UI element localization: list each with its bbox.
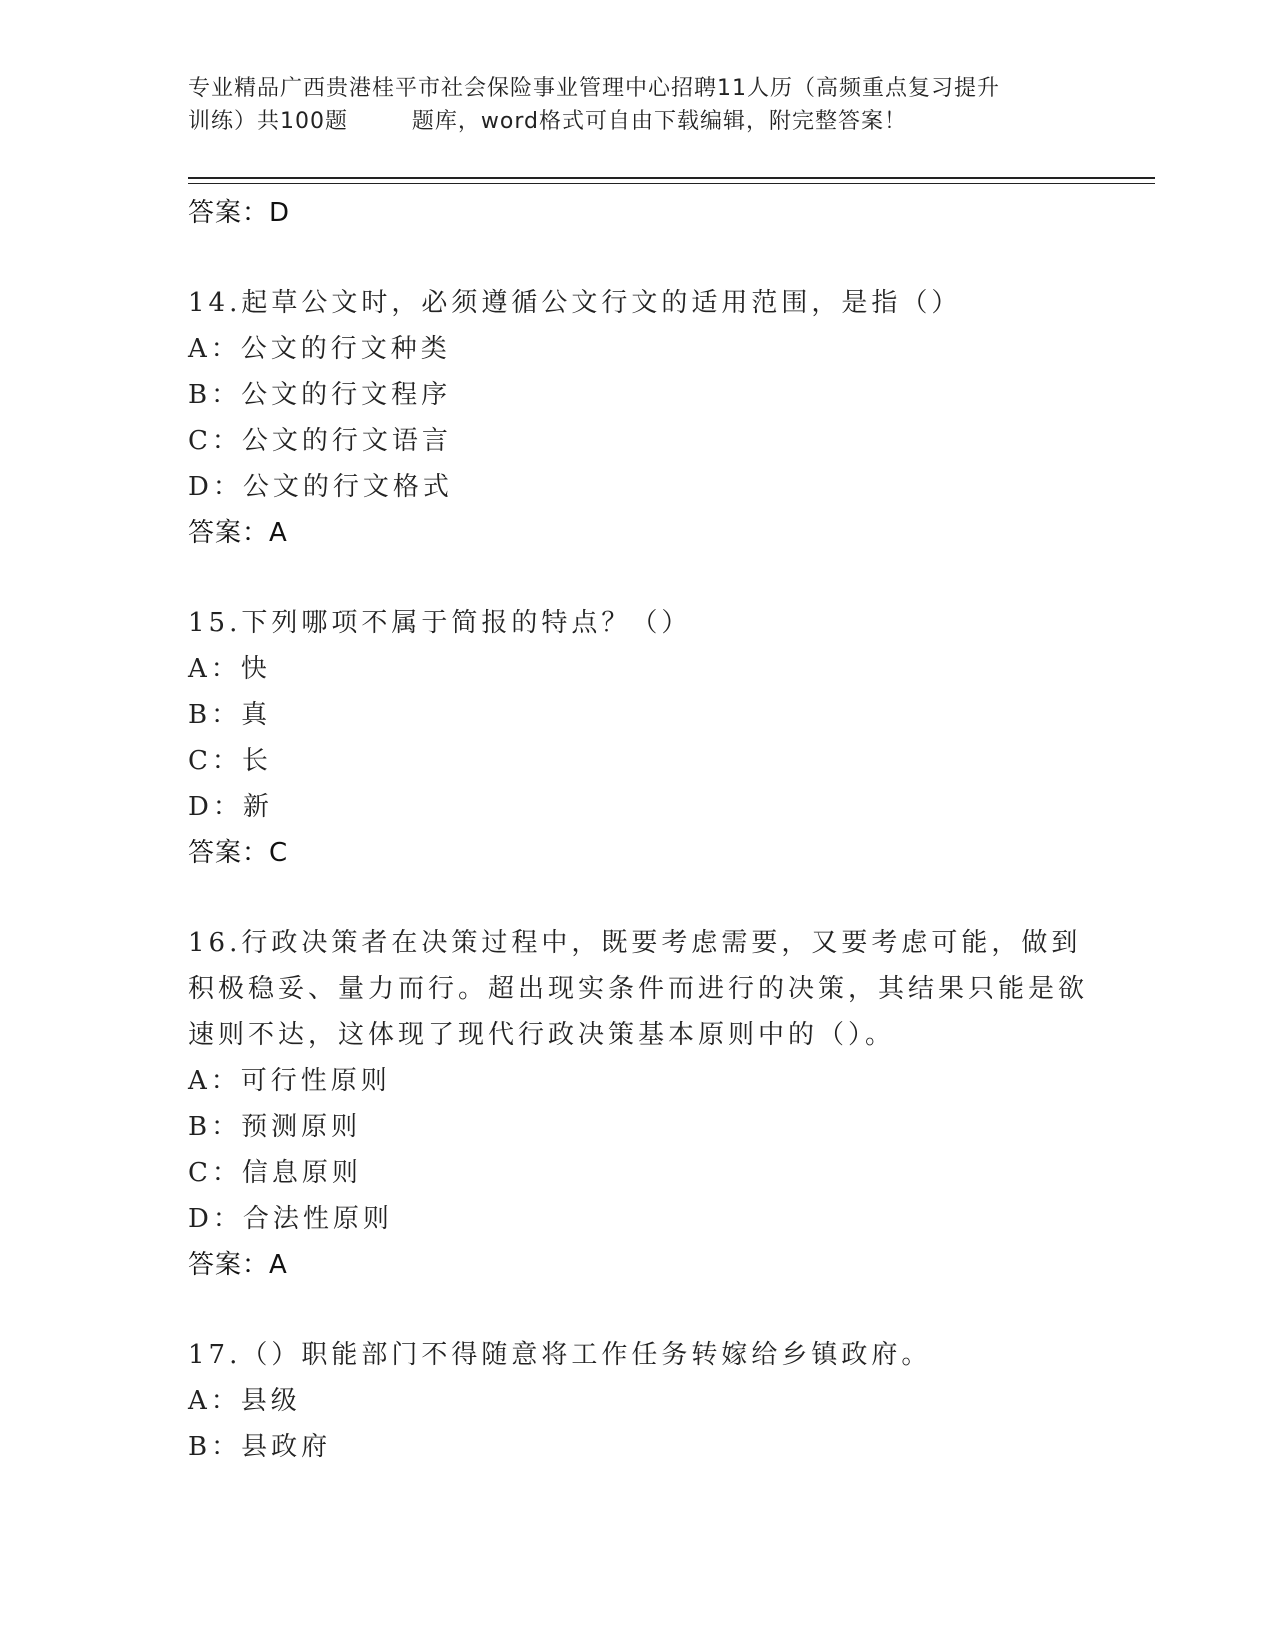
question-stem: 17.（）职能部门不得随意将工作任务转嫁给乡镇政府。	[188, 1340, 932, 1370]
header-title-line-1: 专业精品广西贵港桂平市社会保险事业管理中心招聘11人历（高频重点复习提升	[188, 76, 1000, 101]
question-17	[188, 1332, 1088, 1470]
header-title-line-2: 训练）共100题 题库，word格式可自由下载编辑，附完整答案！	[188, 109, 908, 134]
option-c: C：长	[188, 746, 272, 776]
option-b: B：真	[188, 700, 272, 730]
question-14	[188, 280, 1088, 556]
option-d: D：合法性原则	[188, 1204, 393, 1234]
option-b: B：公文的行文程序	[188, 380, 452, 410]
question-content	[188, 190, 1088, 1470]
option-a: A：可行性原则	[188, 1066, 391, 1096]
question-answer: 答案：A	[188, 1250, 288, 1280]
option-b: B：县政府	[188, 1432, 332, 1462]
question-stem: 14.起草公文时，必须遵循公文行文的适用范围，是指（）	[188, 288, 962, 318]
question-15	[188, 600, 1088, 876]
header-divider-thick	[188, 177, 1155, 179]
option-d: D：公文的行文格式	[188, 472, 453, 502]
previous-question-answer: 答案：D	[188, 198, 291, 228]
option-c: C：公文的行文语言	[188, 426, 452, 456]
option-b: B：预测原则	[188, 1112, 362, 1142]
question-answer: 答案：C	[188, 838, 289, 868]
option-a: A：县级	[188, 1386, 301, 1416]
option-c: C：信息原则	[188, 1158, 362, 1188]
question-stem: 16.行政决策者在决策过程中，既要考虑需要，又要考虑可能，做到积极稳妥、量力而行。超出现实条件而进行的决策，其结果只能是欲速则不达，这体现了现代行政决策基本原则中的（）。	[188, 928, 1089, 1050]
question-stem: 15.下列哪项不属于简报的特点？（）	[188, 608, 692, 638]
document-header	[188, 72, 1088, 138]
option-a: A：公文的行文种类	[188, 334, 451, 364]
option-d: D：新	[188, 792, 273, 822]
option-a: A：快	[188, 654, 271, 684]
question-16	[188, 920, 1088, 1288]
header-divider-thin	[188, 183, 1155, 184]
question-answer: 答案：A	[188, 518, 288, 548]
